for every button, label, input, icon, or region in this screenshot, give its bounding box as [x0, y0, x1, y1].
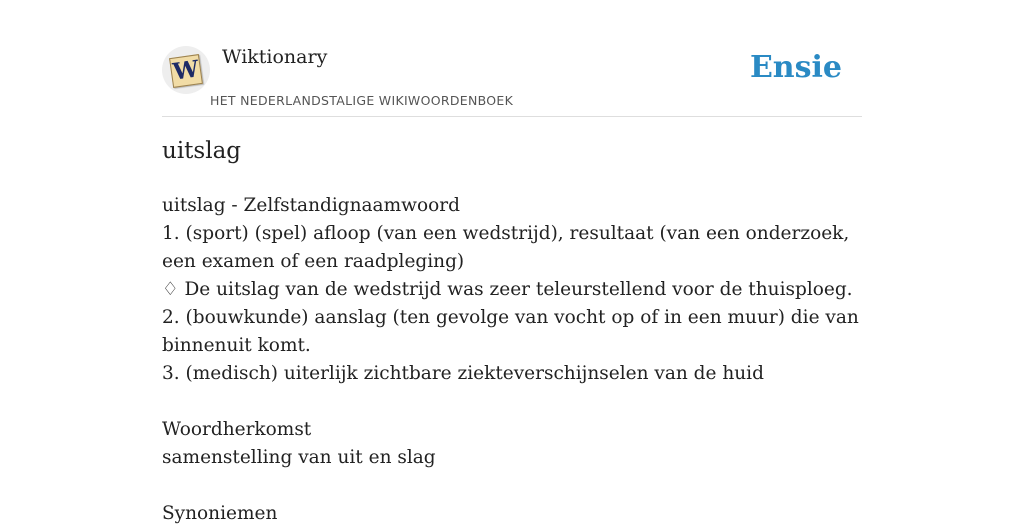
logo-letter: W: [171, 55, 201, 86]
logo-tile: [169, 54, 203, 88]
entry-line-definition-3: 3. (medisch) uiterlijk zichtbare ziekteverschijnselen van de huid: [162, 363, 764, 384]
entry-line-blank-2: [162, 472, 862, 500]
section-heading-etymology: Woordherkomst: [162, 419, 312, 440]
entry-line-example-1: ♢ De uitslag van de wedstrijd was zeer teleurstellend voor de thuisploeg.: [162, 279, 853, 300]
entry-line-pos: uitslag - Zelfstandignaamwoord: [162, 195, 460, 216]
site-name-link[interactable]: Wiktionary: [222, 46, 328, 68]
entry-line-definition-1: 1. (sport) (spel) afloop (van een wedstrijd), resultaat (van een onderzoek, een examen of een raadpleging): [162, 223, 850, 272]
site-tagline: HET NEDERLANDSTALIGE WIKIWOORDENBOEK: [210, 93, 514, 108]
section-heading-synonyms: Synoniemen: [162, 503, 278, 524]
etymology-text: samenstelling van uit en slag: [162, 447, 436, 468]
ensie-brand-link[interactable]: Ensie: [749, 50, 842, 85]
entry-line-blank-1: [162, 388, 862, 416]
entry-line-definition-2: 2. (bouwkunde) aanslag (ten gevolge van vocht op of in een muur) die van binnenuit komt.: [162, 307, 859, 356]
site-header: [162, 40, 862, 117]
entry-title: uitslag: [162, 138, 242, 164]
entry-content: [162, 192, 862, 528]
wiktionary-logo-icon[interactable]: [162, 46, 210, 94]
